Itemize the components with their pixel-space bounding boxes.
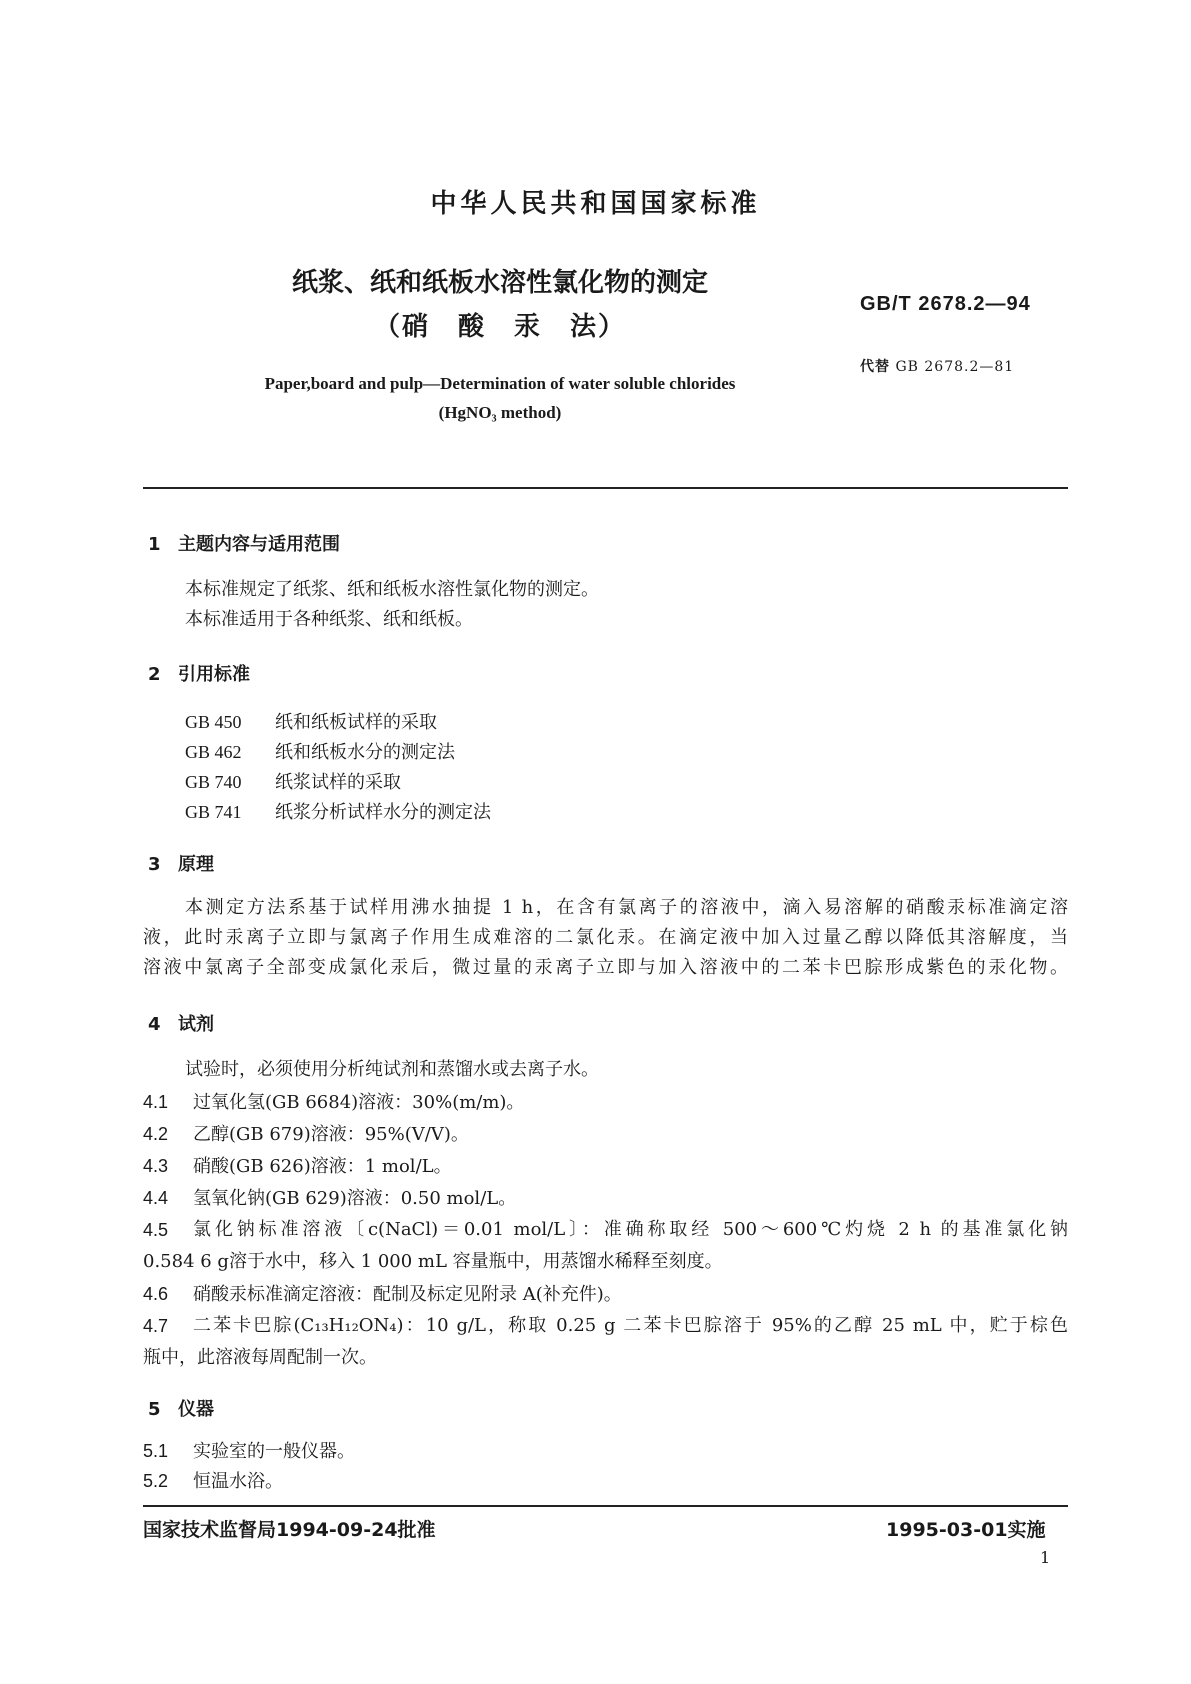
reagent-item xyxy=(143,1087,1068,1118)
section-2-heading xyxy=(148,660,250,686)
section-5-heading xyxy=(148,1395,214,1421)
section-number: 4 xyxy=(148,1014,161,1035)
reagent-item xyxy=(143,1279,1068,1310)
footer-divider xyxy=(143,1505,1068,1507)
section-number: 1 xyxy=(148,534,161,555)
item-number: 5.1 xyxy=(143,1441,169,1461)
section-title: 原理 xyxy=(178,854,214,875)
item-text: 乙醇(GB 679)溶液：95%(V/V)。 xyxy=(193,1124,469,1145)
standard-number xyxy=(860,293,1031,316)
item-number: 4.4 xyxy=(143,1188,169,1208)
section-title: 仪器 xyxy=(178,1399,214,1420)
apparatus-item xyxy=(143,1466,1068,1497)
apparatus-item xyxy=(143,1436,1068,1467)
item-number: 4.2 xyxy=(143,1124,169,1144)
effective-date: 1995-03-01实施 xyxy=(886,1519,1046,1541)
section-title: 引用标准 xyxy=(178,664,250,685)
principle-line-1: 本测定方法系基于试样用沸水抽提 1 h，在含有氯离子的溶液中，滴入易溶解的硝酸汞标准滴定溶 xyxy=(185,897,1068,918)
reference-title: 纸和纸板水分的测定法 xyxy=(275,742,455,763)
item-text: 二苯卡巴腙(C₁₃H₁₂ON₄)：10 g/L，称取 0.25 g 二苯卡巴腙溶于 95%的乙醇 25 mL 中，贮于棕色 xyxy=(193,1315,1068,1336)
reagent-item-continuation: 瓶中，此溶液每周配制一次。 xyxy=(143,1347,377,1368)
section-1-heading xyxy=(148,530,340,556)
document-title-cn: 纸浆、纸和纸板水溶性氯化物的测定 xyxy=(291,268,708,298)
item-text: 实验室的一般仪器。 xyxy=(193,1441,355,1462)
document-title-method: （硝 酸 汞 法） xyxy=(373,312,626,342)
item-text: 硝酸汞标准滴定溶液：配制及标定见附录 A(补充件)。 xyxy=(193,1284,622,1305)
reference-item xyxy=(185,708,437,734)
replaces-value: GB 2678.2—81 xyxy=(895,359,1015,375)
replaces-label: 代替 xyxy=(860,359,890,375)
section-4-heading xyxy=(148,1010,214,1036)
item-number: 4.3 xyxy=(143,1156,169,1176)
section-title: 主题内容与适用范围 xyxy=(178,534,340,555)
section-number: 2 xyxy=(148,664,161,685)
item-text: 硝酸(GB 626)溶液：1 mol/L。 xyxy=(193,1156,452,1177)
section-number: 3 xyxy=(148,854,161,875)
item-number: 4.7 xyxy=(143,1316,169,1336)
item-text: 氯化钠标准溶液〔c(NaCl)＝0.01 mol/L〕：准确称取经 500～600℃灼烧 2 h 的基准氯化钠 xyxy=(193,1219,1068,1240)
reference-code: GB 741 xyxy=(185,802,242,822)
header-divider xyxy=(143,487,1068,489)
page-number: 1 xyxy=(1040,1548,1051,1567)
reference-title: 纸浆分析试样水分的测定法 xyxy=(275,802,491,823)
reagent-item xyxy=(143,1119,1068,1150)
item-number: 4.6 xyxy=(143,1284,169,1304)
reference-item xyxy=(185,768,401,794)
reagents-intro: 试验时，必须使用分析纯试剂和蒸馏水或去离子水。 xyxy=(185,1059,599,1080)
principle-line-3: 溶液中氯离子全部变成氯化汞后，微过量的汞离子立即与加入溶液中的二苯卡巴腙形成紫色的汞化物。 xyxy=(143,957,1068,978)
principle-line-2: 液，此时汞离子立即与氯离子作用生成难溶的二氯化汞。在滴定液中加入过量乙醇以降低其溶解度，当 xyxy=(143,927,1068,948)
reagent-item xyxy=(143,1311,1068,1341)
section-1-line-2: 本标准适用于各种纸浆、纸和纸板。 xyxy=(185,609,473,630)
reagent-item xyxy=(143,1183,1068,1214)
reference-code: GB 462 xyxy=(185,742,242,762)
standard-number-text: GB/T 2678.2—94 xyxy=(860,293,1031,315)
document-title-en-method: (HgNO₃ method) xyxy=(438,403,562,422)
section-1-line-1: 本标准规定了纸浆、纸和纸板水溶性氯化物的测定。 xyxy=(185,579,599,600)
section-title: 试剂 xyxy=(178,1014,214,1035)
reference-code: GB 740 xyxy=(185,772,242,792)
replaces-note xyxy=(860,356,1014,376)
item-number: 4.5 xyxy=(143,1220,169,1240)
reagent-item xyxy=(143,1151,1068,1182)
item-text: 过氧化氢(GB 6684)溶液：30%(m/m)。 xyxy=(193,1092,525,1113)
reference-item xyxy=(185,798,491,824)
reference-item xyxy=(185,738,455,764)
section-3-heading xyxy=(148,850,214,876)
approval-date: 国家技术监督局1994-09-24批准 xyxy=(143,1519,436,1541)
national-standard-heading: 中华人民共和国国家标准 xyxy=(430,189,761,219)
reference-code: GB 450 xyxy=(185,712,242,732)
item-number: 5.2 xyxy=(143,1471,169,1491)
section-number: 5 xyxy=(148,1399,161,1420)
item-text: 氢氧化钠(GB 629)溶液：0.50 mol/L。 xyxy=(193,1188,517,1209)
reagent-item xyxy=(143,1215,1068,1245)
reagent-item-continuation: 0.584 6 g溶于水中，移入 1 000 mL 容量瓶中，用蒸馏水稀释至刻度。 xyxy=(143,1251,723,1272)
reference-title: 纸和纸板试样的采取 xyxy=(275,712,437,733)
reference-title: 纸浆试样的采取 xyxy=(275,772,401,793)
item-number: 4.1 xyxy=(143,1092,169,1112)
item-text: 恒温水浴。 xyxy=(193,1471,283,1492)
document-title-en: Paper,board and pulp—Determination of water soluble chlorides xyxy=(264,374,736,393)
